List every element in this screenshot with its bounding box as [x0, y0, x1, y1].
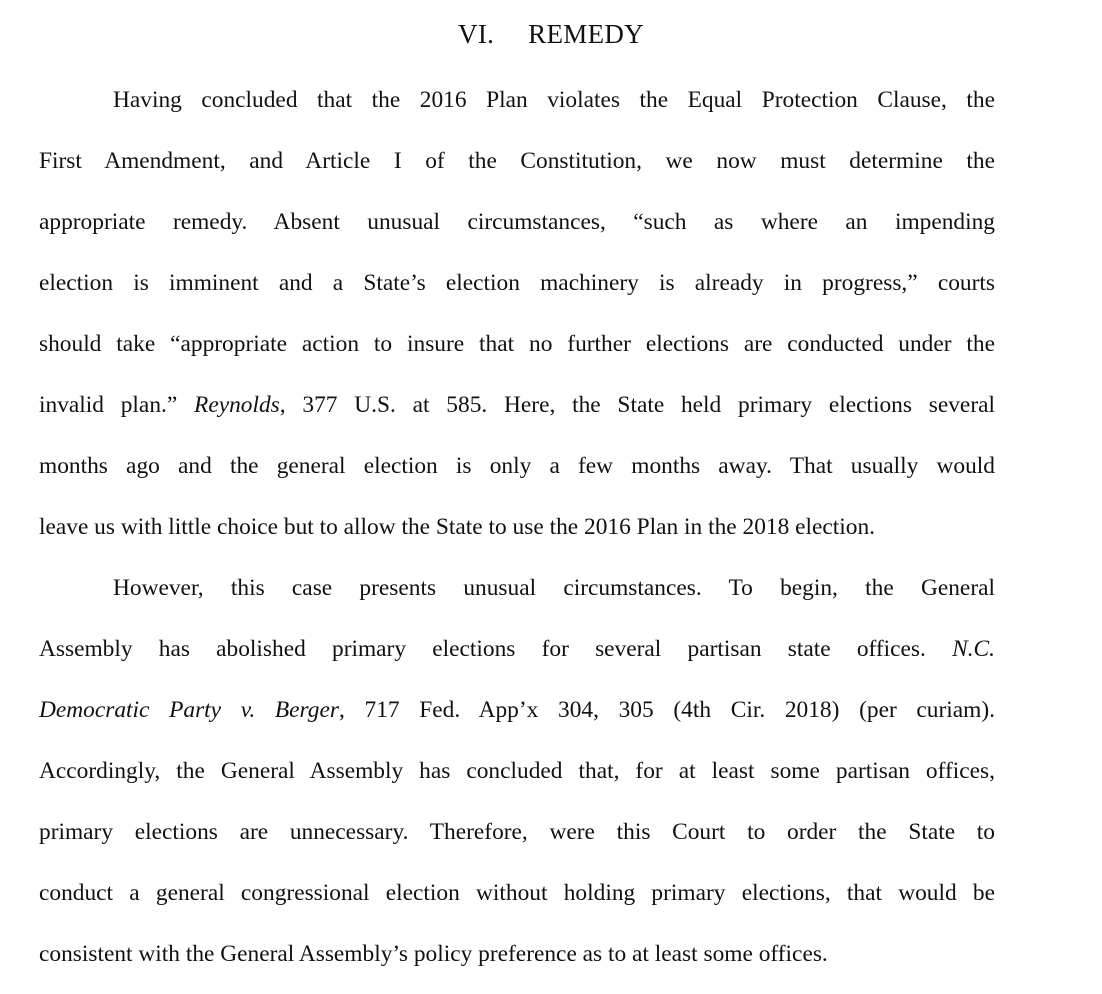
case-citation: Reynolds: [194, 392, 280, 418]
text-line: [39, 131, 995, 192]
case-citation: N.C.: [952, 636, 995, 662]
text-segment: Having concluded that the 2016 Plan violates the Equal Protection Clause, the: [113, 87, 995, 113]
text-line: [39, 497, 995, 558]
text-line: [39, 680, 995, 741]
text-segment: , 377 U.S. at 585. Here, the State held primary elections several: [279, 392, 995, 418]
text-line: [39, 314, 995, 375]
text-line: [39, 192, 995, 253]
section-heading: [0, 14, 1102, 54]
body-text: [39, 70, 995, 985]
text-segment: First Amendment, and Article I of the Constitution, we now must determine the: [39, 148, 995, 174]
text-segment: should take “appropriate action to insure that no further elections are conducted under the: [39, 331, 995, 357]
text-line: [39, 924, 995, 985]
text-segment: invalid plan.”: [39, 392, 195, 418]
text-line: [39, 619, 995, 680]
text-line: [39, 436, 995, 497]
text-segment: However, this case presents unusual circumstances. To begin, the General: [113, 575, 995, 601]
text-segment: election is imminent and a State’s election machinery is already in progress,” courts: [39, 270, 995, 296]
text-segment: months ago and the general election is only a few months away. That usually would: [39, 453, 995, 479]
text-line: [39, 253, 995, 314]
text-segment: consistent with the General Assembly’s policy preference as to at least some offices.: [39, 941, 828, 967]
text-segment: , 717 Fed. App’x 304, 305 (4th Cir. 2018) (per curiam).: [338, 697, 995, 723]
case-citation: Democratic Party v. Berger: [39, 697, 339, 723]
paragraph: [39, 70, 995, 558]
text-line: [39, 70, 995, 131]
text-line: [39, 375, 995, 436]
section-title: REMEDY: [528, 19, 644, 49]
text-segment: Accordingly, the General Assembly has concluded that, for at least some partisan offices,: [39, 758, 995, 784]
paragraph: [39, 558, 995, 985]
text-segment: appropriate remedy. Absent unusual circumstances, “such as where an impending: [39, 209, 995, 235]
text-segment: primary elections are unnecessary. Therefore, were this Court to order the State to: [39, 819, 995, 845]
section-number: VI.: [458, 19, 495, 49]
text-line: [39, 802, 995, 863]
text-segment: Assembly has abolished primary elections for several partisan state offices.: [39, 636, 953, 662]
text-line: [39, 741, 995, 802]
text-line: [39, 863, 995, 924]
text-line: [39, 558, 995, 619]
text-segment: conduct a general congressional election without holding primary elections, that would be: [39, 880, 995, 906]
text-segment: leave us with little choice but to allow the State to use the 2016 Plan in the 2018 election.: [39, 514, 876, 540]
